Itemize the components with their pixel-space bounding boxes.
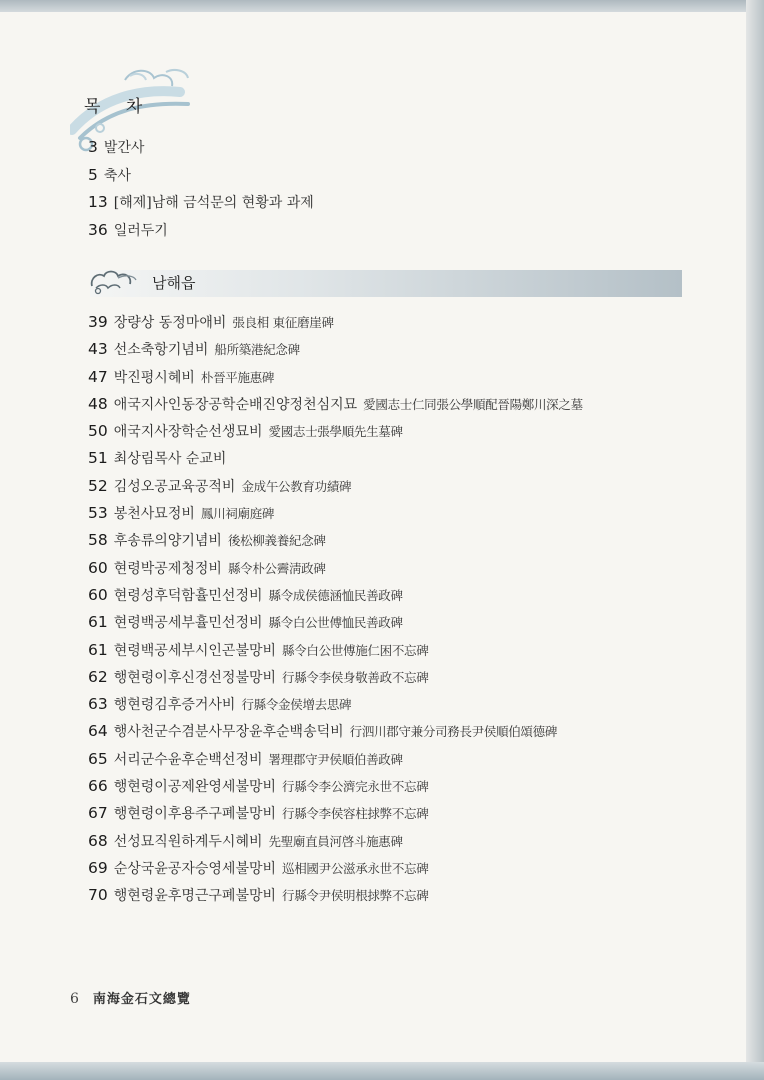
toc-entry[interactable] (88, 394, 583, 421)
toc-entry[interactable] (88, 694, 583, 721)
entry-page-number: 5 (88, 165, 98, 184)
entry-title: 선소축항기념비 (113, 342, 209, 359)
entry-hanja-title: 金成午公教育功績碑 (241, 478, 352, 494)
entry-title: 최상림목사 순교비 (113, 451, 227, 468)
toc-entry[interactable] (88, 721, 583, 748)
entry-page-number: 70 (88, 886, 108, 905)
toc-entry[interactable] (88, 749, 583, 776)
entry-page-number: 48 (88, 394, 108, 413)
entry-hanja-title: 行縣令李侯容柱捄弊不忘碑 (282, 806, 429, 822)
entry-hanja-title: 愛國志士仁同張公學順配晉陽鄭川深之墓 (363, 396, 583, 412)
toc-entry[interactable] (88, 448, 583, 475)
entry-page-number: 53 (88, 504, 108, 523)
page-right-edge (746, 0, 764, 1080)
page-footer (70, 988, 191, 1007)
toc-entry[interactable] (88, 776, 583, 803)
entry-title: 행현령윤후명근구폐불망비 (113, 888, 277, 905)
page-bottom-border (0, 1062, 764, 1080)
entry-page-number: 47 (88, 367, 108, 386)
toc-entry[interactable] (88, 421, 583, 448)
entry-title: 장량상 동정마애비 (113, 315, 227, 331)
entry-page-number: 62 (88, 667, 108, 686)
entry-hanja-title: 鳳川祠廟庭碑 (200, 506, 275, 522)
entry-title: 서리군수윤후순백선정비 (113, 751, 263, 768)
entry-page-number: 64 (88, 722, 108, 741)
entry-title: 행현령김후증거사비 (113, 697, 236, 714)
entry-page-number: 60 (88, 585, 108, 604)
toc-entry[interactable] (88, 667, 583, 694)
entry-title: 애국지사장학순선생묘비 (113, 424, 263, 441)
entry-page-number: 13 (88, 193, 108, 211)
entry-page-number: 58 (88, 531, 108, 550)
entry-page-number: 51 (88, 449, 108, 468)
toc-title: 목 차 (84, 97, 153, 117)
entry-page-number: 43 (88, 340, 108, 359)
toc-entry[interactable] (88, 585, 583, 612)
toc-entry[interactable] (88, 367, 583, 394)
entry-title: 행현령이후신경선정불망비 (113, 669, 277, 686)
entry-hanja-title: 署理郡守尹侯順伯善政碑 (268, 751, 403, 767)
entry-page-number: 66 (88, 777, 108, 796)
entry-page-number: 50 (88, 422, 108, 441)
entry-title: 현령백공세부시인곤불망비 (113, 642, 277, 659)
entry-title: 현령성후덕함휼민선정비 (113, 587, 263, 604)
entry-title: [해제]남해 금석문의 현황과 과제 (113, 195, 314, 211)
toc-entry[interactable] (88, 137, 314, 165)
entry-hanja-title: 張良相 東征磨崖碑 (232, 315, 334, 330)
entry-page-number: 63 (88, 695, 108, 714)
entry-hanja-title: 行縣令李公濟完永世不忘碑 (282, 779, 429, 795)
entry-title: 현령박공제청정비 (113, 560, 222, 577)
footer-page-number: 6 (70, 991, 79, 1007)
entry-page-number: 65 (88, 749, 108, 768)
toc-entry[interactable] (88, 558, 583, 585)
toc-entry[interactable] (88, 312, 583, 339)
entry-page-number: 3 (88, 138, 98, 156)
entry-hanja-title: 愛國志士張學順先生墓碑 (268, 424, 403, 440)
entry-title: 행현령이공제완영세불망비 (113, 779, 277, 796)
entry-hanja-title: 先聖廟直員河啓斗施惠碑 (268, 833, 403, 849)
entry-title: 행사천군수겸분사무장윤후순백송덕비 (113, 724, 344, 741)
toc-entry[interactable] (88, 803, 583, 830)
entry-page-number: 69 (88, 858, 108, 877)
entry-title: 축사 (103, 167, 131, 184)
entry-title: 현령백공세부휼민선정비 (113, 615, 263, 632)
entry-title: 일러두기 (113, 222, 168, 239)
section-title: 남해읍 (152, 274, 196, 292)
entry-title: 애국지사인동장공학순배진양정천심지묘 (113, 396, 358, 413)
toc-entry[interactable] (88, 640, 583, 667)
toc-entry[interactable] (88, 858, 583, 885)
entry-hanja-title: 巡相國尹公滋承永世不忘碑 (282, 860, 429, 876)
entry-page-number: 68 (88, 831, 108, 850)
entry-hanja-title: 縣令白公世傅施仁困不忘碑 (282, 642, 429, 658)
toc-entry[interactable] (88, 503, 583, 530)
entry-hanja-title: 縣令白公世傅恤民善政碑 (268, 615, 403, 631)
entry-title: 김성오공교육공적비 (113, 478, 236, 495)
entry-hanja-title: 朴晉平施惠碑 (200, 369, 275, 385)
entry-page-number: 39 (88, 313, 108, 331)
entry-page-number: 60 (88, 558, 108, 577)
entry-hanja-title: 縣令成侯德涵恤民善政碑 (268, 587, 403, 603)
toc-entry[interactable] (88, 612, 583, 639)
entry-hanja-title: 後松柳義養紀念碑 (227, 533, 326, 549)
entry-hanja-title: 縣令朴公霽淸政碑 (227, 560, 326, 576)
toc-entry[interactable] (88, 165, 314, 193)
entry-title: 행현령이후용주구폐불망비 (113, 806, 277, 823)
front-matter-list (88, 137, 314, 247)
toc-entry[interactable] (88, 339, 583, 366)
toc-entry[interactable] (88, 530, 583, 557)
toc-entry[interactable] (88, 192, 314, 220)
page-top-border (0, 0, 764, 12)
toc-entry[interactable] (88, 220, 314, 248)
toc-entry[interactable] (88, 476, 583, 503)
toc-entry[interactable] (88, 831, 583, 858)
toc-entry[interactable] (88, 885, 583, 912)
entry-page-number: 36 (88, 220, 108, 239)
entry-title: 발간사 (103, 140, 145, 156)
footer-book-title: 南海金石文總覽 (92, 992, 191, 1007)
entry-hanja-title: 行縣令金侯增去思碑 (241, 697, 352, 713)
entry-title: 봉천사묘정비 (113, 506, 195, 523)
entry-page-number: 52 (88, 476, 108, 495)
entry-hanja-title: 行縣令尹侯明根捄弊不忘碑 (282, 888, 429, 904)
entry-title: 순상국윤공자승영세불망비 (113, 860, 277, 877)
entry-page-number: 61 (88, 613, 108, 632)
entry-page-number: 61 (88, 640, 108, 659)
entry-hanja-title: 行泗川郡守兼分司務長尹侯順伯頌德碑 (349, 724, 558, 740)
toc-entry-list (88, 312, 583, 913)
entry-hanja-title: 行縣令李侯身敬善政不忘碑 (282, 669, 429, 685)
entry-title: 박진평시혜비 (113, 369, 195, 386)
entry-hanja-title: 船所築港紀念碑 (214, 342, 300, 358)
cloud-ornament-icon (88, 266, 138, 296)
entry-title: 후송류의양기념비 (113, 533, 222, 550)
entry-title: 선성묘직원하계두시혜비 (113, 833, 263, 850)
entry-page-number: 67 (88, 804, 108, 823)
